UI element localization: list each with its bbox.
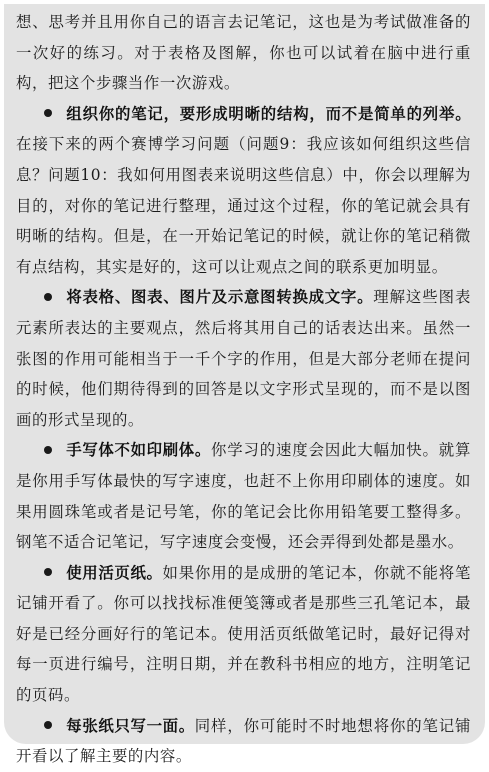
list-item	[16, 558, 471, 711]
text-panel	[4, 4, 485, 766]
intro-text: 想、思考并且用你自己的语言去记笔记，这也是为考试做准备的一次好的练习。对于表格及图解，你也可以试着在脑中进行重构，把这个步骤当作一次游戏。	[16, 13, 471, 93]
item-lead: 每张纸只写一面。	[66, 716, 195, 735]
bullet-icon	[44, 109, 52, 117]
list-item	[16, 99, 471, 283]
bullet-icon	[44, 446, 52, 454]
list-item	[16, 711, 471, 772]
item-body: 同样，你可能时不时地想将你的笔记铺开看以了解主要的内容。	[16, 716, 472, 766]
item-body: 如果你用的是成册的笔记本，你就不能将笔记铺开看了。你可以找找标准便笺簿或者是那些三孔笔记本，最好是已经分画好行的笔记本。使用活页纸做笔记时，最好记得对每一页进行编号，注明日期，并在教科书相应的地方，注明笔记的页码。	[16, 563, 471, 705]
item-body: 在接下来的两个赛博学习问题（问题9：我应该如何组织这些信息？问题10：我如何用图表来说明这些信息）中，你会以理解为目的，对你的笔记进行整理，通过这个过程，你的笔记就会具有明晰的结构。但是，在一开始记笔记的时候，就让你的笔记稍微有点结构，其实是好的，这可以让观点之间的联系更加明显。	[16, 135, 471, 276]
intro-paragraph	[16, 7, 471, 99]
item-lead: 将表格、图表、图片及示意图转换成文字。	[66, 288, 374, 307]
item-lead: 组织你的笔记，要形成明晰的结构，而不是简单的列举。	[66, 104, 471, 123]
item-body: 理解这些图表元素所表达的主要观点，然后将其用自己的话表达出来。虽然一张图的作用可能相当于一千个字的作用，但是大部分老师在提问的时候，他们期待得到的回答是以文字形式呈现的，而不是以图画的形式呈现的。	[16, 288, 471, 429]
bullet-icon	[44, 568, 52, 576]
list-item	[16, 282, 471, 435]
item-lead: 使用活页纸。	[66, 563, 163, 582]
bullet-icon	[44, 293, 52, 301]
list-item	[16, 435, 471, 557]
item-lead: 手写体不如印刷体。	[66, 441, 211, 460]
bullet-icon	[44, 721, 52, 729]
item-body: 你学习的速度会因此大幅加快。就算是你用手写体最快的写字速度，也赶不上你用印刷体的速度。如果用圆珠笔或者是记号笔，你的笔记会比你用铅笔要工整得多。钢笔不适合记笔记，写字速度会变慢，还会弄得到处都是墨水。	[16, 441, 471, 552]
